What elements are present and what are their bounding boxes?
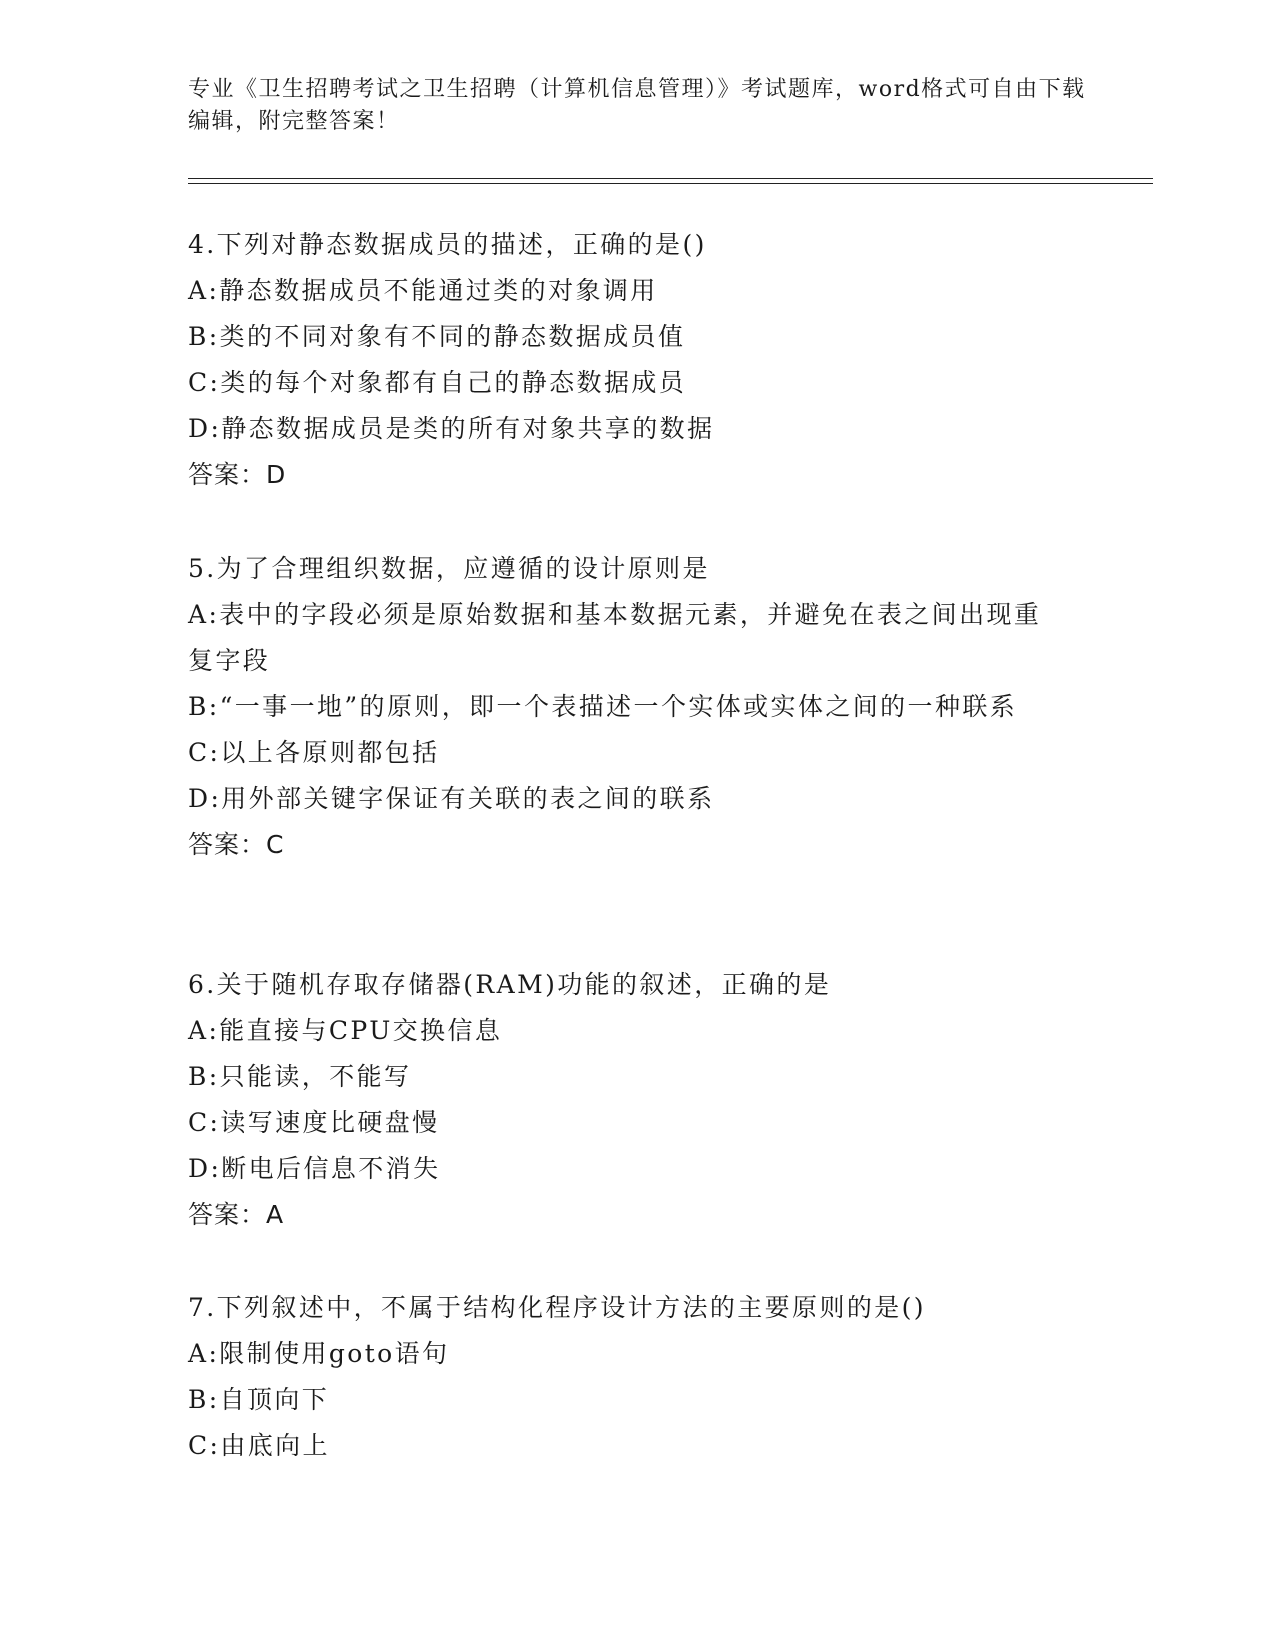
question-stem: 5.为了合理组织数据，应遵循的设计原则是: [188, 554, 710, 583]
option-b: B:自顶向下: [188, 1385, 330, 1414]
answer-label: 答案：: [188, 830, 267, 859]
answer-value: C: [266, 830, 285, 859]
question-stem: 4.下列对静态数据成员的描述，正确的是(): [188, 230, 707, 259]
header-double-rule: [188, 178, 1153, 184]
option-c: C:类的每个对象都有自己的静态数据成员: [188, 368, 687, 397]
option-c: C:读写速度比硬盘慢: [188, 1108, 440, 1137]
question-stem: 6.关于随机存取存储器(RAM)功能的叙述，正确的是: [188, 970, 832, 999]
option-a: A:限制使用goto语句: [188, 1339, 450, 1368]
question-5: [188, 546, 1088, 868]
answer-label: 答案：: [188, 460, 267, 489]
option-d: D:用外部关键字保证有关联的表之间的联系: [188, 784, 715, 813]
option-b: B:类的不同对象有不同的静态数据成员值: [188, 322, 686, 351]
question-4: [188, 222, 1088, 498]
option-b: B:“一事一地”的原则，即一个表描述一个实体或实体之间的一种联系: [188, 692, 1018, 721]
answer-line: [188, 452, 1088, 498]
option-a: A:表中的字段必须是原始数据和基本数据元素，并避免在表之间出现重复字段: [188, 600, 1042, 675]
option-a: A:能直接与CPU交换信息: [188, 1016, 503, 1045]
answer-line: [188, 1192, 1088, 1238]
option-c: C:以上各原则都包括: [188, 738, 440, 767]
option-c: C:由底向上: [188, 1431, 330, 1460]
document-header: 专业《卫生招聘考试之卫生招聘（计算机信息管理）》考试题库，word格式可自由下载编辑，附完整答案！: [188, 77, 1086, 134]
option-d: D:静态数据成员是类的所有对象共享的数据: [188, 414, 715, 443]
answer-label: 答案：: [188, 1200, 267, 1229]
answer-value: A: [266, 1200, 285, 1229]
option-b: B:只能读，不能写: [188, 1062, 412, 1091]
answer-value: D: [266, 460, 287, 489]
question-stem: 7.下列叙述中，不属于结构化程序设计方法的主要原则的是(): [188, 1293, 926, 1322]
option-d: D:断电后信息不消失: [188, 1154, 441, 1183]
question-7: [188, 1285, 1088, 1469]
answer-line: [188, 822, 1088, 868]
question-6: [188, 962, 1088, 1238]
option-a: A:静态数据成员不能通过类的对象调用: [188, 276, 658, 305]
